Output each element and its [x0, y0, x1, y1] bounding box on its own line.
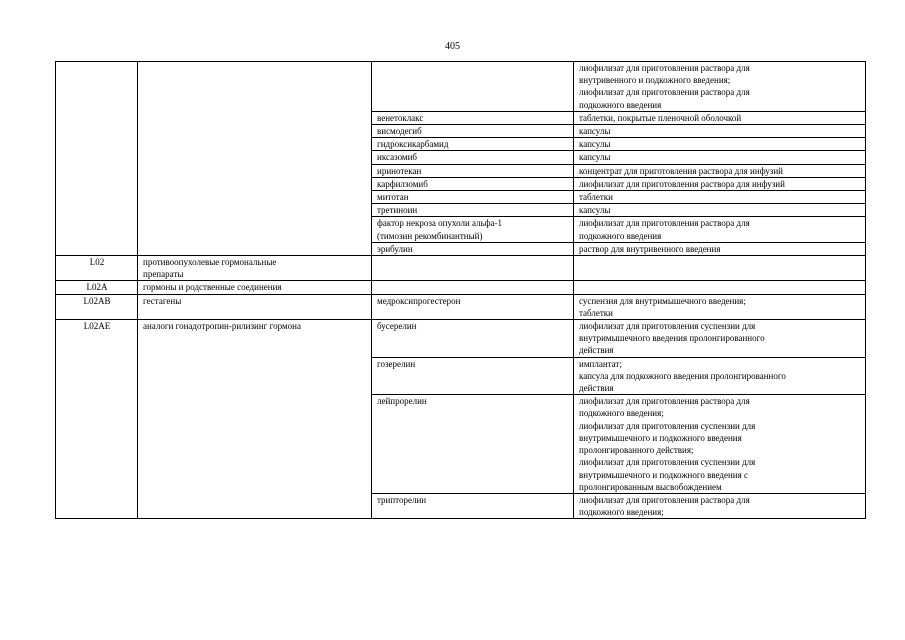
dosage-form-cell: капсулы [574, 125, 866, 138]
dosage-form-cell: таблетки, покрытые пленочной оболочкой [574, 111, 866, 124]
drug-cell: висмодегиб [372, 125, 574, 138]
drug-cell: иксазомиб [372, 151, 574, 164]
dosage-form-cell [574, 256, 866, 281]
drug-cell: венетоклакс [372, 111, 574, 124]
drug-cell: эрибулин [372, 242, 574, 255]
group-cell: противоопухолевые гормональные препараты [138, 256, 372, 281]
group-cell: гормоны и родственные соединения [138, 281, 372, 294]
atc-code-cell: L02A [56, 281, 138, 294]
drug-table [55, 61, 866, 519]
dosage-form-cell: лиофилизат для приготовления раствора для подкожного введения [574, 217, 866, 242]
drug-cell: трипторелин [372, 493, 574, 518]
table-row [56, 256, 866, 281]
group-cell: аналоги гонадотропин-рилизинг гормона [138, 320, 372, 519]
page-number: 405 [445, 41, 460, 52]
drug-cell: иринотекан [372, 164, 574, 177]
atc-code-cell: L02AE [56, 320, 138, 519]
dosage-form-cell: капсулы [574, 151, 866, 164]
dosage-form-cell: лиофилизат для приготовления раствора для подкожного введения; лиофилизат для приготовления суспензии для внутримышечного и подкожного введения пролонгированного действия; лиофилизат для приготовления суспензии для внутримышечного и подкожного введения с пролонгированным высвобождением [574, 395, 866, 494]
dosage-form-cell: имплантат; капсула для подкожного введения пролонгированного действия [574, 357, 866, 395]
drug-cell [372, 256, 574, 281]
drug-cell: лейпрорелин [372, 395, 574, 494]
drug-cell: гозерелин [372, 357, 574, 395]
dosage-form-cell: лиофилизат для приготовления раствора для инфузий [574, 177, 866, 190]
dosage-form-cell: лиофилизат для приготовления раствора для внутривенного и подкожного введения; лиофилизат для приготовления раствора для подкожного введения [574, 62, 866, 112]
drug-cell [372, 62, 574, 112]
table-row [56, 62, 866, 112]
dosage-form-cell: лиофилизат для приготовления раствора для подкожного введения; [574, 493, 866, 518]
atc-code-cell: L02AB [56, 294, 138, 319]
dosage-form-cell: капсулы [574, 204, 866, 217]
dosage-form-cell: лиофилизат для приготовления суспензии для внутримышечного введения пролонгированного действия [574, 320, 866, 358]
atc-code-cell [56, 62, 138, 256]
group-cell [138, 62, 372, 256]
group-cell: гестагены [138, 294, 372, 319]
drug-cell [372, 281, 574, 294]
dosage-form-cell: раствор для внутривенного введения [574, 242, 866, 255]
drug-cell: карфилзомиб [372, 177, 574, 190]
dosage-form-cell [574, 281, 866, 294]
dosage-form-cell: концентрат для приготовления раствора для инфузий [574, 164, 866, 177]
drug-cell: медроксипрогестерон [372, 294, 574, 319]
table-row [56, 294, 866, 319]
drug-cell: третиноин [372, 204, 574, 217]
atc-code-cell: L02 [56, 256, 138, 281]
table-row [56, 320, 866, 358]
drug-cell: фактор некроза опухоли альфа-1 (тимозин рекомбинантный) [372, 217, 574, 242]
drug-cell: гидроксикарбамид [372, 138, 574, 151]
dosage-form-cell: капсулы [574, 138, 866, 151]
drug-cell: бусерелин [372, 320, 574, 358]
dosage-form-cell: таблетки [574, 191, 866, 204]
table-row [56, 281, 866, 294]
drug-cell: митотан [372, 191, 574, 204]
dosage-form-cell: суспензия для внутримышечного введения; таблетки [574, 294, 866, 319]
